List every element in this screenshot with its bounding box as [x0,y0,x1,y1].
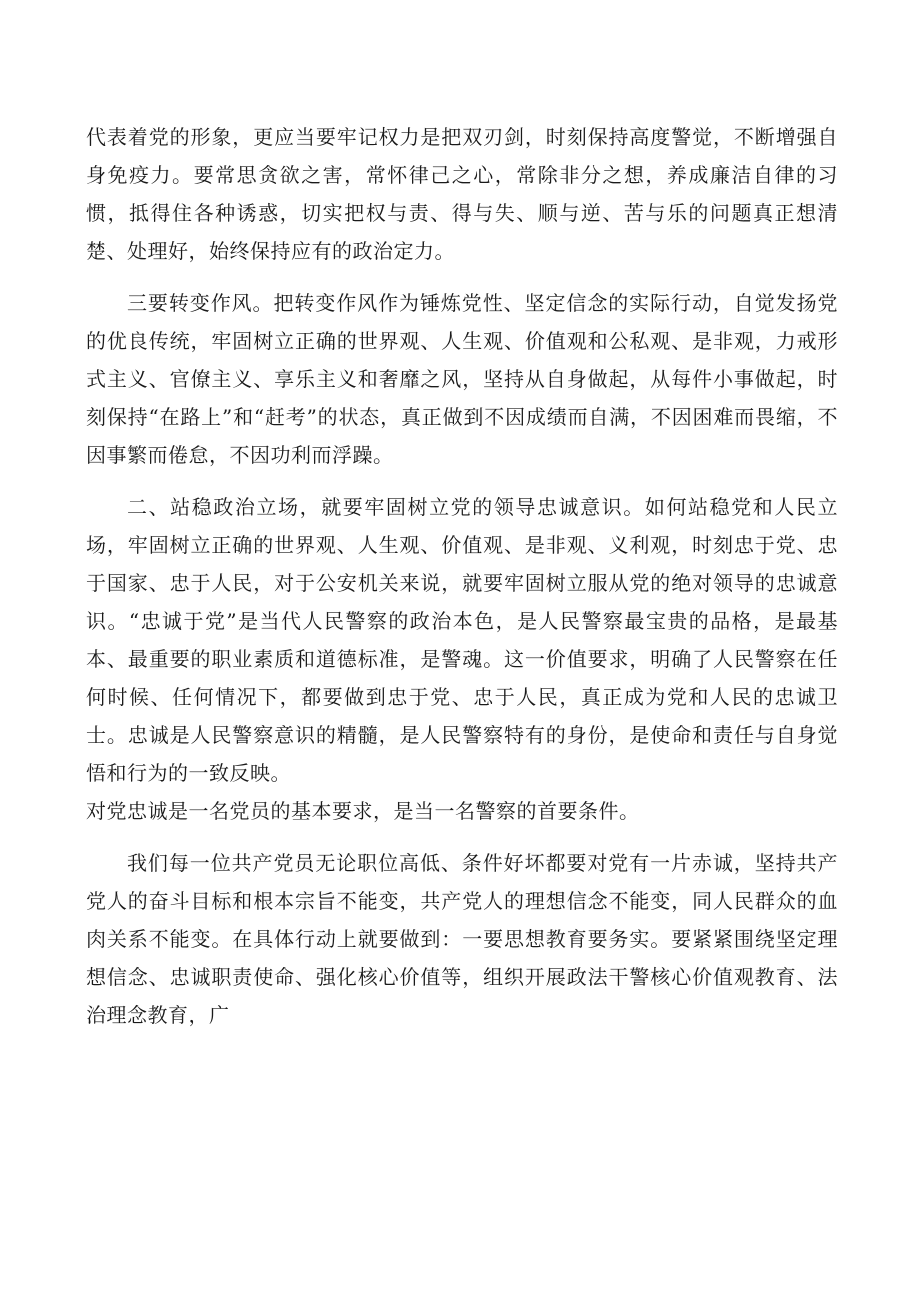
paragraph-party-members: 我们每一位共产党员无论职位高低、条件好坏都要对党有一片赤诚，坚持共产党人的奋斗目标和根本宗旨不能变，共产党人的理想信念不能变，同人民群众的血肉关系不能变。在具体行动上就要做到：一要思想教育要务实。要紧紧围绕坚定理想信念、忠诚职责使命、强化核心价值等，组织开展政法干警核心价值观教育、法治理念教育，广 [86,851,838,1027]
document-body [86,118,838,1034]
paragraph-continuation: 代表着党的形象，更应当要牢记权力是把双刃剑，时刻保持高度警觉，不断增强自身免疫力。要常思贪欲之害，常怀律己之心，常除非分之想，养成廉洁自律的习惯，抵得住各种诱惑，切实把权与责、得与失、顺与逆、苦与乐的问题真正想清楚、处理好，始终保持应有的政治定力。 [86,125,838,263]
paragraph-loyalty-requirement: 对党忠诚是一名党员的基本要求，是当一名警察的首要条件。 [86,799,640,823]
paragraph-transform-style: 三要转变作风。把转变作风作为锤炼党性、坚定信念的实际行动，自觉发扬党的优良传统，牢固树立正确的世界观、人生观、价值观和公私观、是非观，力戒形式主义、官僚主义、享乐主义和奢靡之风，坚持从自身做起，从每件小事做起，时刻保持“在路上”和“赶考”的状态，真正做到不因成绩而自满，不因困难而畏缩，不因事繁而倦怠，不因功利而浮躁。 [86,291,838,467]
paragraph-political-stance: 二、站稳政治立场，就要牢固树立党的领导忠诚意识。如何站稳党和人民立场，牢固树立正确的世界观、人生观、价值观、是非观、义利观，时刻忠于党、忠于国家、忠于人民，对于公安机关来说，就要牢固树立服从党的绝对领导的忠诚意识。“忠诚于党”是当代人民警察的政治本色，是人民警察最宝贵的品格，是最基本、最重要的职业素质和道德标准，是警魂。这一价值要求，明确了人民警察在任何时候、任何情况下，都要做到忠于党、忠于人民，真正成为党和人民的忠诚卫士。忠诚是人民警察意识的精髓，是人民警察特有的身份，是使命和责任与自身觉悟和行为的一致反映。 [86,495,838,785]
